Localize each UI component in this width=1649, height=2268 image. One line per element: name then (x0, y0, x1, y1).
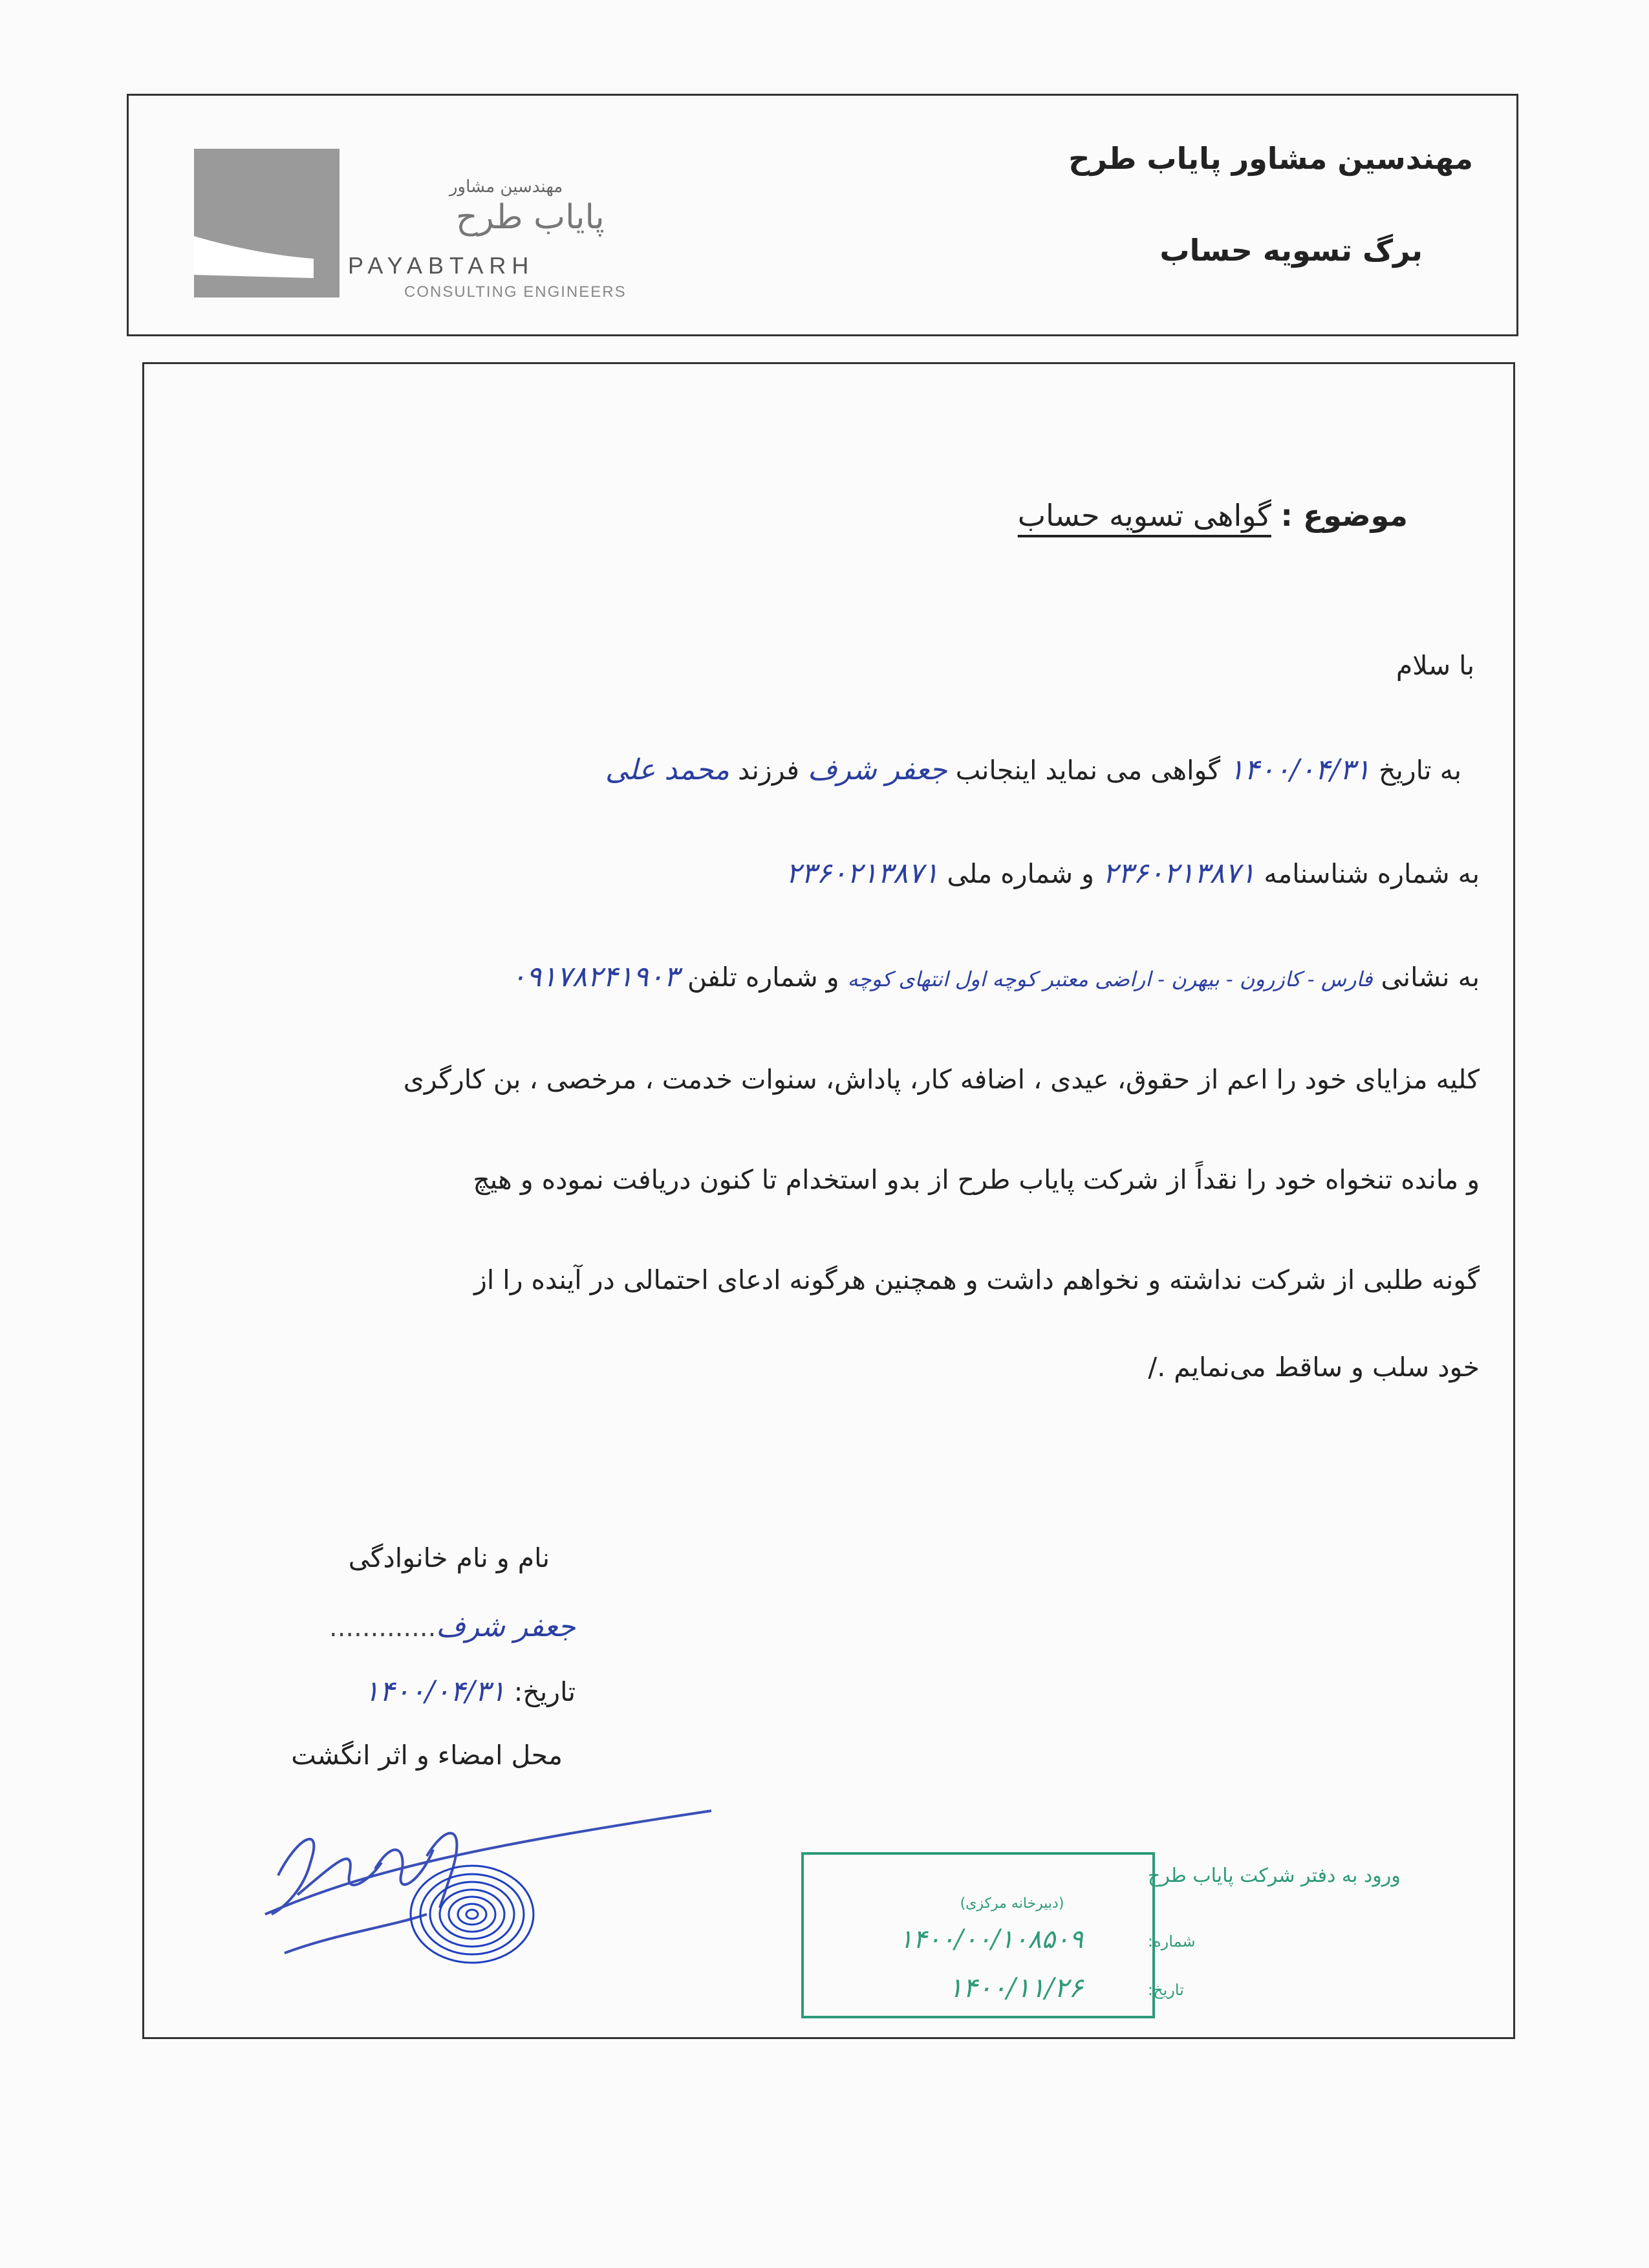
stamp-date-value: ۱۴۰۰/۱۱/۲۶ (948, 1972, 1083, 2003)
text: به تاریخ (1370, 755, 1461, 786)
handwritten-date: ۱۴۰۰/۰۴/۳۱ (1229, 753, 1370, 786)
handwritten-name: جعفر شرف (807, 753, 947, 786)
form-line-address-phone (511, 960, 1480, 993)
logo-mark-icon (194, 149, 339, 297)
handwritten-phone: ۰۹۱۷۸۲۴۱۹۰۳ (510, 960, 679, 993)
handwritten-national-number: ۲۳۶۰۲۱۳۸۷۱ (786, 857, 939, 890)
logo-subtitle-fa: مهندسین مشاور (449, 177, 563, 197)
registration-stamp (799, 1850, 1401, 2021)
company-name: مهندسین مشاور پایاب طرح (1068, 141, 1473, 176)
date-field (364, 1675, 576, 1708)
form-title: برگ تسویه حساب (1159, 233, 1423, 268)
name-label: نام و نام خانوادگی (348, 1542, 550, 1573)
date-label: تاریخ: (505, 1676, 576, 1707)
text: به نشانی (1381, 962, 1480, 993)
stamp-date-label: تاریخ: (1148, 1981, 1184, 1999)
text: گواهی می نماید اینجانب (947, 755, 1221, 786)
handwritten-address: فارس - کازرون - بیهرن - اراضی معتبر کوچه اول انتهای کوچه (847, 967, 1373, 991)
logo-subtitle-en: CONSULTING ENGINEERS (404, 283, 627, 301)
subject-label: موضوع : (1280, 498, 1408, 533)
stamp-number-value: ۱۴۰۰/۰۰/۱۰۸۵۰۹ (899, 1925, 1083, 1954)
text: و شماره تلفن (678, 962, 839, 993)
text: به شماره شناسنامه (1255, 858, 1480, 889)
logo-name-fa: پایاب طرح (456, 198, 605, 237)
handwritten-signer-date: ۱۴۰۰/۰۴/۳۱ (363, 1675, 506, 1708)
name-field: جعفر شرف............. (329, 1610, 576, 1643)
declaration-line: و مانده تنخواه خود را نقداً از شرکت پایاب طرح از بدو استخدام تا کنون دریافت نموده و هیچ (473, 1164, 1480, 1195)
declaration-line: کلیه مزایای خود را اعم از حقوق، عیدی ، اضافه کار، پاداش، سنوات خدمت ، مرخصی ، بن کارگری (403, 1064, 1480, 1095)
signature-label: محل امضاء و اثر انگشت (291, 1740, 563, 1771)
stamp-number-label: شماره: (1148, 1932, 1196, 1950)
stamp-subtitle: (دبیرخانه مرکزی) (960, 1895, 1064, 1912)
declaration-line: گونه طلبی از شرکت نداشته و نخواهم داشت و همچنین هرگونه ادعای احتمالی در آینده را از (474, 1264, 1480, 1295)
form-line-date-name (605, 753, 1461, 786)
handwritten-signer-name: جعفر شرف (436, 1610, 576, 1643)
subject-line (1018, 498, 1408, 533)
handwritten-id-number: ۲۳۶۰۲۱۳۸۷۱ (1102, 857, 1256, 890)
subject-value: گواهی تسویه حساب (1017, 498, 1271, 533)
text: فرزند (729, 755, 799, 786)
stamp-title: ورود به دفتر شرکت پایاب طرح (1148, 1864, 1401, 1887)
signature-fingerprint-icon (259, 1785, 724, 1992)
greeting: با سلام (1396, 650, 1474, 681)
declaration-line: خود سلب و ساقط می‌نمایم ./ (1148, 1352, 1480, 1383)
form-line-ids (786, 857, 1480, 890)
text: و شماره ملی (938, 858, 1094, 889)
company-logo (194, 149, 660, 307)
logo-name-en: PAYABTARH (348, 252, 535, 279)
handwritten-father-name: محمد علی (605, 753, 729, 786)
